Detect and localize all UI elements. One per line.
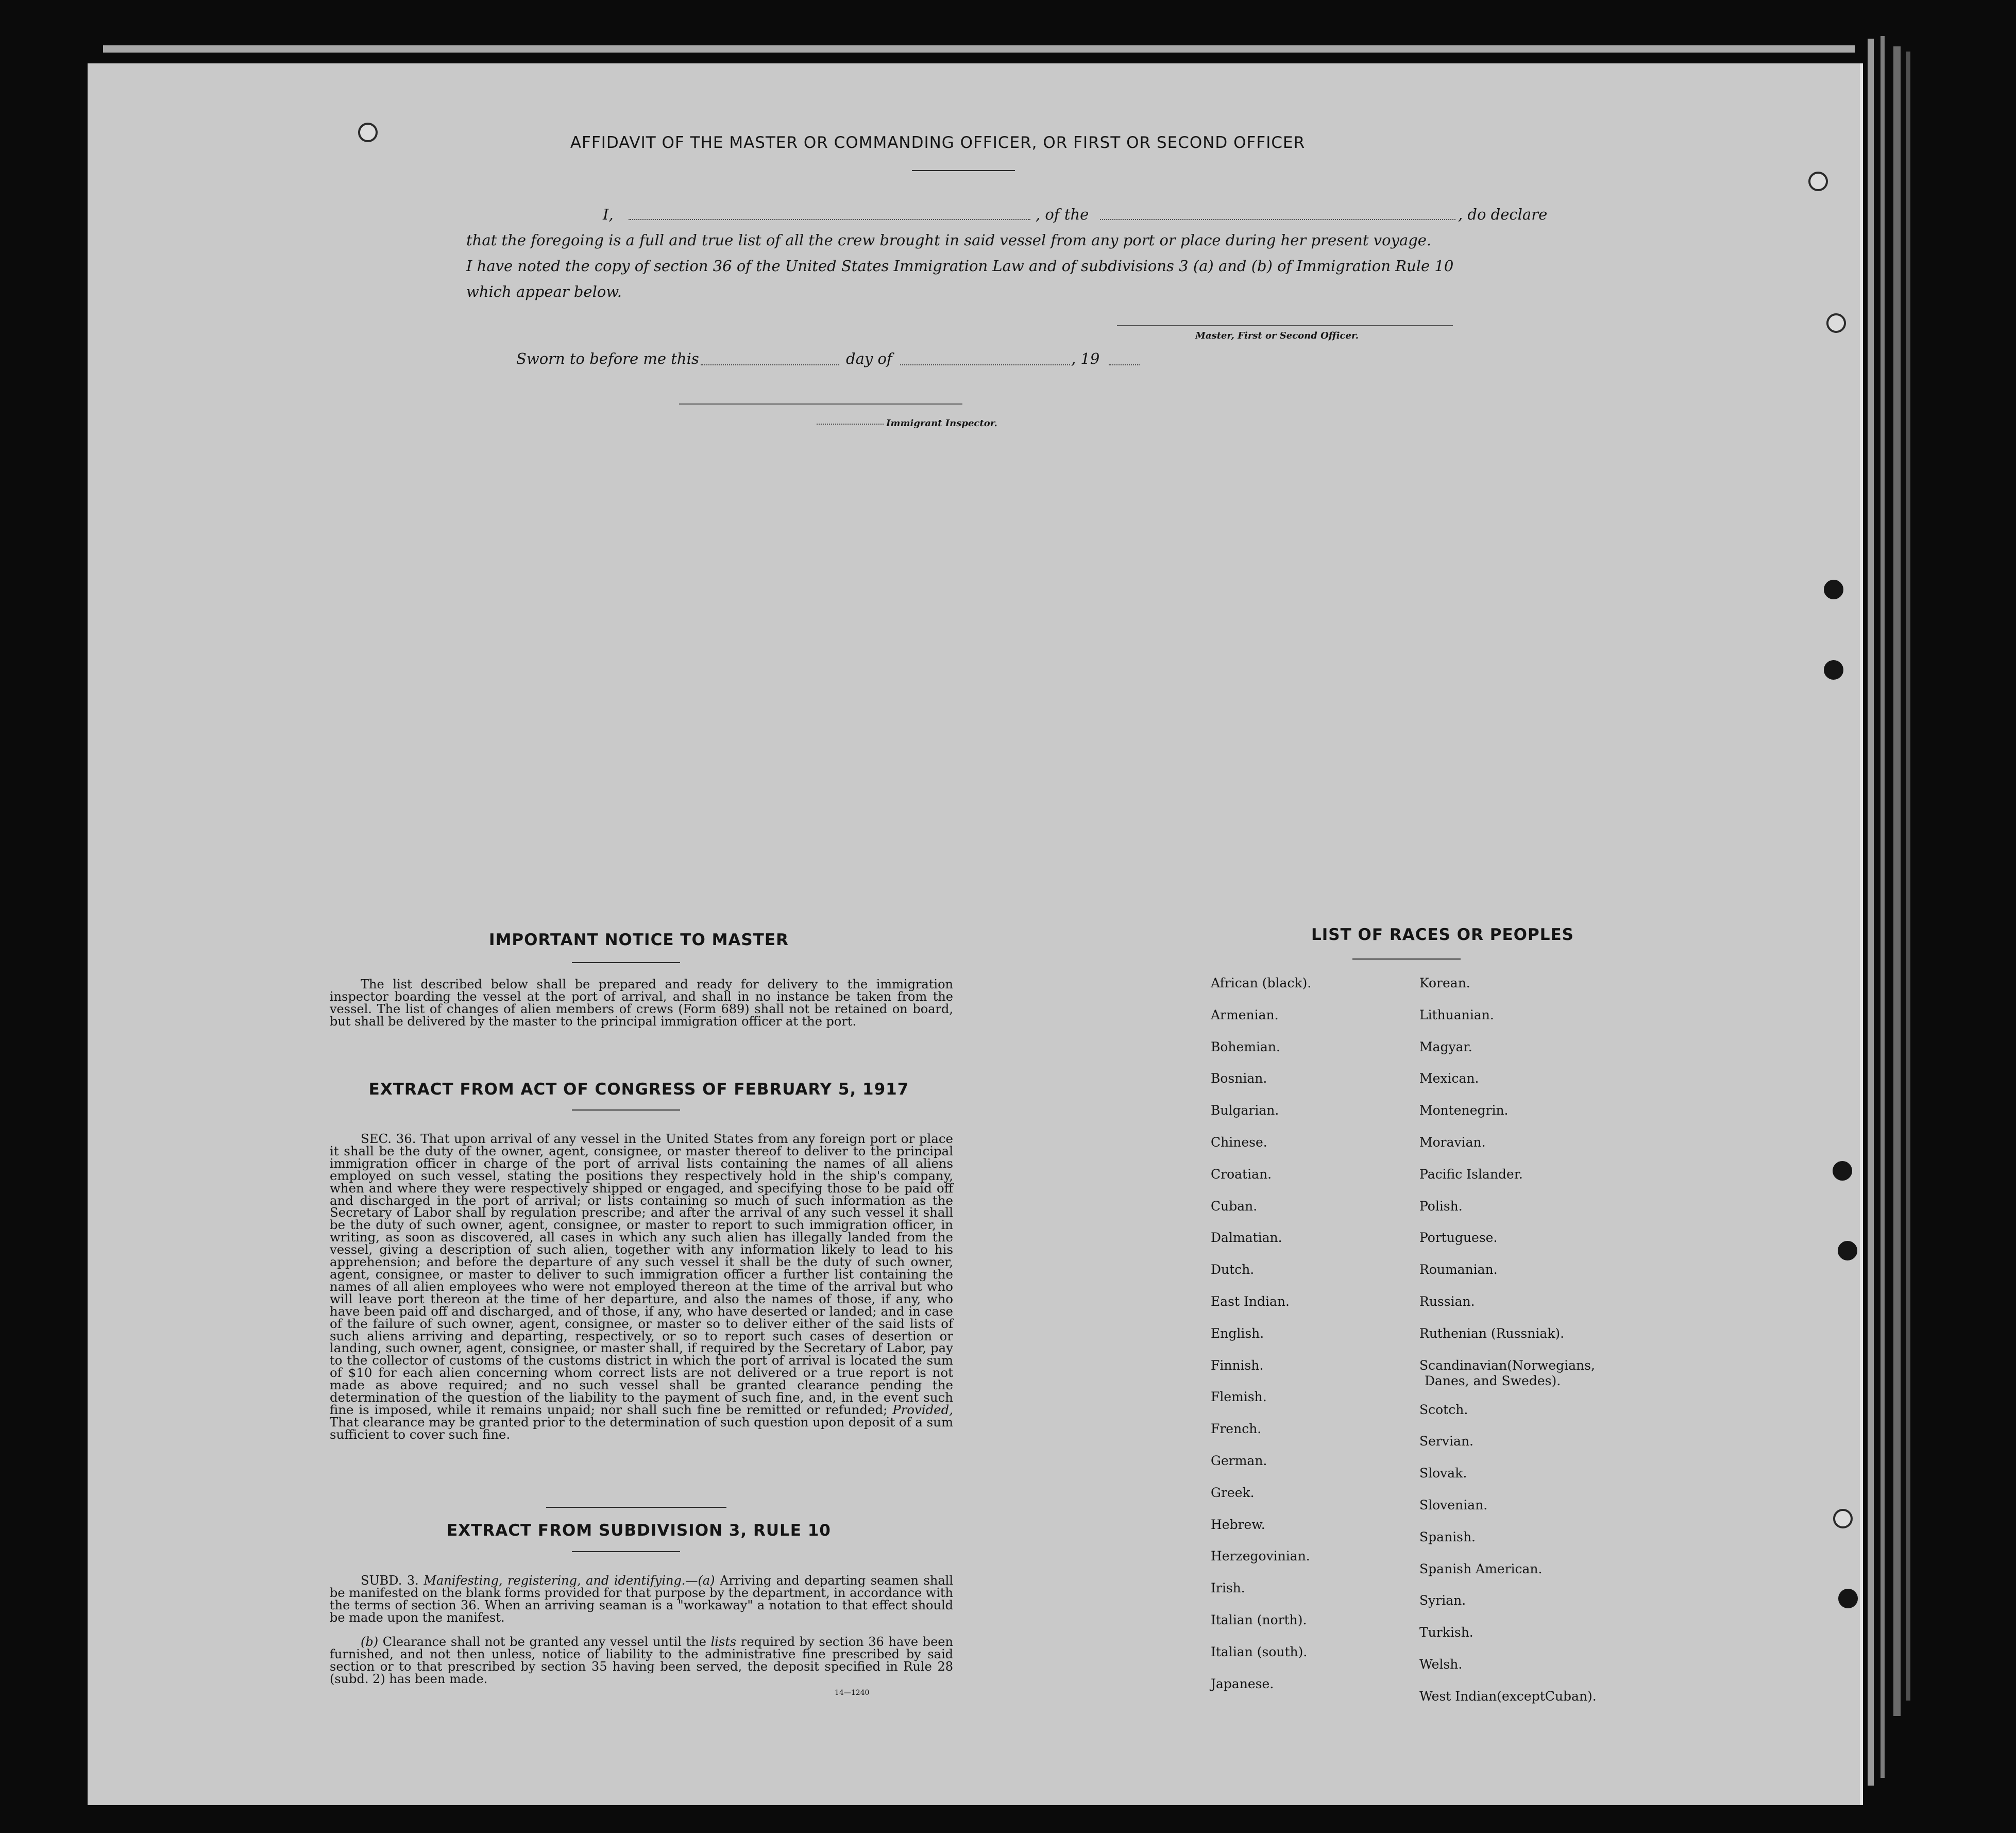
act-end-rule — [546, 1507, 726, 1508]
race-item: Cuban. — [1211, 1198, 1258, 1214]
declaration-line-4: which appear below. — [466, 283, 622, 300]
binder-hole — [1824, 660, 1843, 680]
day-field[interactable] — [701, 357, 839, 365]
document-page — [88, 63, 1863, 1805]
race-item: Dutch. — [1211, 1262, 1255, 1277]
race-item: Scotch. — [1419, 1402, 1468, 1417]
race-item: Lithuanian. — [1419, 1007, 1494, 1022]
subd-body-a: Arriving and departing seamen shall be manifested on the blank forms provided for that purpose by the department, in accordance with the terms of section 36. When an arriving seaman is a "workaway" a notation to that effect should be made upon the manifest. — [330, 1573, 953, 1625]
race-item: Dalmatian. — [1211, 1230, 1282, 1246]
race-item: Finnish. — [1211, 1357, 1264, 1373]
rule-underline — [572, 1551, 680, 1552]
rule-extract-title: EXTRACT FROM SUBDIVISION 3, RULE 10 — [447, 1521, 831, 1540]
month-field[interactable] — [900, 357, 1070, 365]
race-item: English. — [1211, 1325, 1264, 1341]
officer-signature-line[interactable] — [1117, 325, 1453, 326]
name-field[interactable] — [629, 212, 1030, 220]
race-item: Syrian. — [1419, 1593, 1466, 1608]
binder-hole — [1838, 1589, 1858, 1608]
race-item: Armenian. — [1211, 1007, 1279, 1022]
binder-hole — [1838, 1241, 1857, 1260]
binder-hole — [1826, 313, 1846, 333]
notice-underline — [572, 962, 680, 963]
declaration-line-3: I have noted the copy of section 36 of the United States Immigration Law and of subdivisions 3 (a) and (b) of Immigration Rule 10 — [466, 257, 1454, 275]
race-item: Montenegrin. — [1419, 1103, 1509, 1118]
race-item: Spanish American. — [1419, 1561, 1543, 1576]
race-item: Roumanian. — [1419, 1262, 1498, 1277]
binder-hole — [1808, 172, 1828, 191]
race-item: Ruthenian (Russniak). — [1419, 1325, 1565, 1341]
inspector-label: Immigrant Inspector. — [886, 418, 997, 429]
title-underline — [912, 170, 1015, 171]
race-item: Welsh. — [1419, 1657, 1463, 1672]
inspector-signature-line[interactable] — [679, 403, 962, 405]
page-stack-edge-right-2 — [1881, 36, 1885, 1778]
race-item: Irish. — [1211, 1580, 1245, 1596]
race-item: Danes, and Swedes). — [1425, 1373, 1561, 1388]
declaration-line-2: that the foregoing is a full and true list of all the crew brought in said vessel from any port or place during her present voyage. — [466, 231, 1432, 249]
act-extract-title: EXTRACT FROM ACT OF CONGRESS OF FEBRUARY 5, 1917 — [368, 1080, 909, 1099]
act-section-end: That clearance may be granted prior to the determination of such question upon deposit of a sum sufficient to cover such fine. — [330, 1414, 954, 1442]
race-item: West Indian(exceptCuban). — [1419, 1688, 1597, 1704]
race-item: Pacific Islander. — [1419, 1166, 1523, 1182]
race-item: Herzegovinian. — [1211, 1549, 1310, 1564]
affidavit-title: AFFIDAVIT OF THE MASTER OR COMMANDING OFFICER, OR FIRST OR SECOND OFFICER — [570, 133, 1306, 152]
page-stack-edge-top — [103, 45, 1855, 53]
race-item: Mexican. — [1419, 1071, 1479, 1086]
page-stack-edge-right-3 — [1893, 46, 1901, 1716]
race-item: East Indian. — [1211, 1294, 1290, 1309]
race-item: African (black). — [1211, 976, 1312, 990]
subd-title: Manifesting, registering, and identifying.—(a) — [423, 1573, 715, 1588]
year-field[interactable] — [1109, 357, 1140, 365]
race-item: Bohemian. — [1211, 1039, 1280, 1054]
binder-hole — [358, 123, 378, 142]
race-item: German. — [1211, 1453, 1267, 1468]
act-underline — [572, 1109, 680, 1111]
notice-title: IMPORTANT NOTICE TO MASTER — [489, 931, 789, 949]
race-item: Turkish. — [1419, 1625, 1473, 1640]
race-item: Hebrew. — [1211, 1517, 1265, 1532]
sworn-text: Sworn to before me this — [516, 350, 699, 367]
rule-extract-body-b — [330, 1636, 953, 1685]
race-item: Magyar. — [1419, 1039, 1472, 1054]
race-item: Spanish. — [1419, 1529, 1476, 1544]
day-of-text: day of — [846, 350, 892, 367]
declaration-declare: , do declare — [1458, 206, 1548, 223]
race-item: Greek. — [1211, 1485, 1255, 1500]
act-section-text: That upon arrival of any vessel in the United States from any foreign port or place it shall be the duty of the owner, agent, consignee, or master thereof to deliver to the principal immigration officer in charge of the port of arrival lists containing the names of all aliens employed on such vessel, stating the positions they respectively hold in the ship's company, when and where they were respectively shipped or engaged, and specifying those to be paid off and discharged in the port of arrival; or lists containing so much of such information as the Secretary of Labor shall by regulation prescribe; and after the arrival of any such vessel it shall be the duty of such owner, agent, consignee, or master to report to such immigration officer, in writing, as soon as discovered, all cases in which any such alien has illegally landed from the vessel, giving a description of such alien, together with any information likely to lead to his apprehension; and before the departure of any such vessel it shall be the duty of such owner, agent, consignee, or master to deliver to such immigration officer a further list containing the names of all alien employees who were not employed thereon at the time of the arrival but who will leave port thereon at the time of her departure, and also the names of those, if any, who have been paid off and discharged, and of those, if any, who have deserted or landed; and in case of the failure of such owner, agent, consignee, or master so to deliver either of the said lists of such aliens arriving and departing, respectively, or so to report such cases of desertion or landing, such owner, agent, consignee, or master shall, if required by the Secretary of Labor, pay to the collector of customs of the customs district in which the port of arrival is located the sum of $10 for each alien concerning whom correct lists are not delivered or a true report is not made as above required; and no such vessel shall be granted clearance pending the determination of the question of the liability to the payment of such fine, and, in the event such fine is imposed, while it remains unpaid; nor shall such fine be remitted or refunded; — [330, 1131, 953, 1417]
race-item: Russian. — [1419, 1294, 1475, 1309]
race-item: Scandinavian(Norwegians, — [1419, 1357, 1595, 1373]
subd-label: SUBD. 3. — [361, 1573, 419, 1588]
binder-hole — [1833, 1161, 1852, 1181]
subd-lists-word: lists — [710, 1635, 737, 1649]
page-stack-edge-right — [1868, 39, 1874, 1786]
race-item: Korean. — [1419, 976, 1470, 990]
declaration-of-the: , of the — [1036, 206, 1089, 223]
race-item: Servian. — [1419, 1434, 1473, 1449]
race-item: French. — [1211, 1421, 1262, 1437]
race-item: Portuguese. — [1419, 1230, 1498, 1246]
declaration-i: I, — [603, 206, 614, 223]
race-item: Bulgarian. — [1211, 1103, 1279, 1118]
declaration-line-1 — [603, 201, 1551, 227]
officer-signature-label: Master, First or Second Officer. — [1195, 330, 1359, 341]
race-item: Flemish. — [1211, 1389, 1267, 1405]
act-section-label: SEC. 36. — [361, 1131, 416, 1146]
binder-hole — [1824, 580, 1843, 599]
act-extract-body — [330, 1133, 953, 1441]
subd-body-b2: required by section 36 have been furnished, and not then unless, notice of liability to the administrative fine prescribed by said section or to that prescribed by section 35 having been served, the deposit specified in Rule 28 (subd. 2) has been made. — [330, 1635, 953, 1686]
race-item: Italian (north). — [1211, 1612, 1307, 1627]
race-item: Slovak. — [1419, 1466, 1467, 1481]
sworn-line — [516, 346, 1238, 372]
rule-extract-body-a — [330, 1574, 953, 1624]
year-text: , 19 — [1071, 350, 1100, 367]
notice-body: The list described below shall be prepared and ready for delivery to the immigration inspector boarding the vessel at the port of arrival, and shall in no instance be taken from the vessel. The list of changes of alien members of crews (Form 689) shall not be retained on board, but shall be delivered by the master to the principal immigration officer at the port. — [330, 977, 953, 1029]
binder-hole — [1833, 1509, 1853, 1528]
subd-b-label: (b) — [361, 1635, 379, 1649]
race-item: Chinese. — [1211, 1135, 1267, 1150]
inspector-dots — [817, 422, 884, 425]
races-title: LIST OF RACES OR PEOPLES — [1311, 926, 1574, 944]
race-item: Italian (south). — [1211, 1644, 1308, 1659]
race-item: Slovenian. — [1419, 1498, 1488, 1512]
race-item: Moravian. — [1419, 1135, 1486, 1150]
race-item: Croatian. — [1211, 1166, 1272, 1182]
page-stack-edge-right-4 — [1906, 52, 1910, 1701]
form-number: 14—1240 — [835, 1689, 870, 1697]
race-item: Bosnian. — [1211, 1071, 1267, 1086]
race-item: Japanese. — [1211, 1676, 1274, 1691]
races-underline — [1352, 958, 1461, 960]
race-item: Polish. — [1419, 1198, 1463, 1214]
subd-body-b1: Clearance shall not be granted any vessel until the — [382, 1635, 706, 1649]
vessel-field[interactable] — [1100, 212, 1455, 220]
act-provided: Provided, — [892, 1402, 953, 1417]
